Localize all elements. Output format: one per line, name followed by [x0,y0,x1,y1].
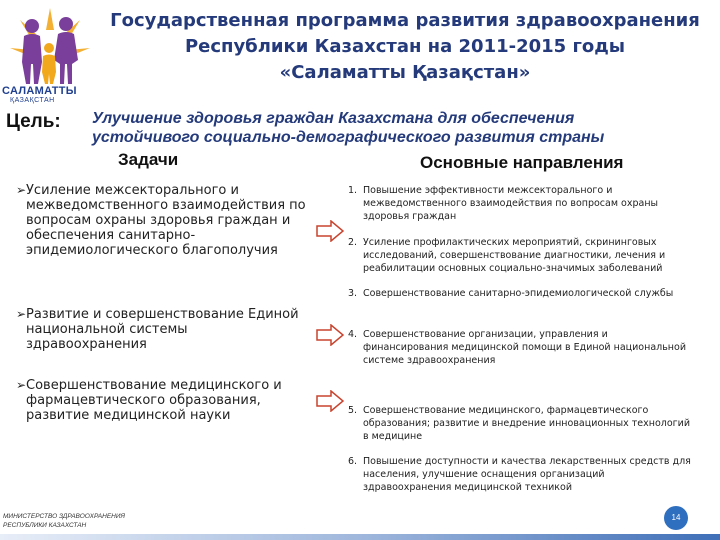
footer-line-2: РЕСПУБЛИКИ КАЗАХСТАН [3,522,87,529]
direction-number: 4. [348,329,358,340]
goal-label: Цель: [6,111,61,132]
task-text-1: Усиление межсекторального и межведомственного взаимодействия по вопросам охраны здоровья граждан и обеспечения санитарно-эпидемиологического благополучия [26,183,306,258]
goal-line-2: устойчивого социально-демографического развития страны [92,129,605,146]
page-title [100,8,710,86]
right-arrow-icon [316,324,344,346]
checkmark-arrow-icon: ➢ [16,183,27,197]
right-arrow-icon [316,220,344,242]
title-line-1: Государственная программа развития здравоохранения [110,10,700,31]
task-item-3 [16,378,308,423]
direction-item-4 [348,328,693,367]
direction-text: Совершенствование медицинского, фармацевтического образования; развитие и внедрение инновационных технологий в медицине [363,405,691,442]
checkmark-arrow-icon: ➢ [16,307,27,321]
direction-item-3 [348,287,693,300]
task-text-2: Развитие и совершенствование Единой национальной системы здравоохранения [26,307,299,352]
task-text-3: Совершенствование медицинского и фармацевтического образования, развитие медицинской науки [26,378,282,423]
logo-subtitle: ҚАЗАҚСТАН [10,97,55,104]
direction-number: 2. [348,237,358,248]
direction-text: Усиление профилактических мероприятий, скрининговых исследований, совершенствование диагностики, лечения и реабилитации основных социально-значимых заболеваний [363,237,666,274]
goal-line-1: Улучшение здоровья граждан Казахстана для обеспечения [92,110,575,127]
logo-title: САЛАМАТТЫ [2,85,77,97]
directions-heading: Основные направления [420,153,624,172]
direction-item-5 [348,404,693,443]
footer-ministry [3,512,125,530]
tasks-heading: Задачи [118,150,179,169]
right-arrow-icon [316,390,344,412]
task-item-2 [16,307,308,352]
direction-text: Повышение эффективности межсекторального и межведомственного взаимодействия по вопросам охраны здоровья граждан [363,185,659,222]
task-item-1 [16,183,308,258]
direction-text: Совершенствование организации, управления и финансирования медицинской помощи в Единой национальной системе здравоохранения [363,329,687,366]
footer-line-1: МИНИСТЕРСТВО ЗДРАВООХРАНЕНИЯ [3,513,125,520]
goal-text [92,109,712,147]
title-line-3: «Саламатты Қазақстан» [279,62,531,83]
direction-item-2 [348,236,693,275]
checkmark-arrow-icon: ➢ [16,378,27,392]
direction-number: 6. [348,456,358,467]
direction-item-1 [348,184,693,223]
direction-number: 1. [348,185,358,196]
title-line-2: Республики Казахстан на 2011-2015 годы [184,36,626,57]
page-number: 14 [664,506,688,530]
direction-text: Совершенствование санитарно-эпидемиологической службы [363,288,674,299]
direction-number: 3. [348,288,358,299]
direction-text: Повышение доступности и качества лекарственных средств для населения, улучшение оснащения организаций здравоохранения медицинской техникой [363,456,691,493]
direction-number: 5. [348,405,358,416]
direction-item-6 [348,455,693,494]
bottom-decorative-bar [0,534,720,540]
